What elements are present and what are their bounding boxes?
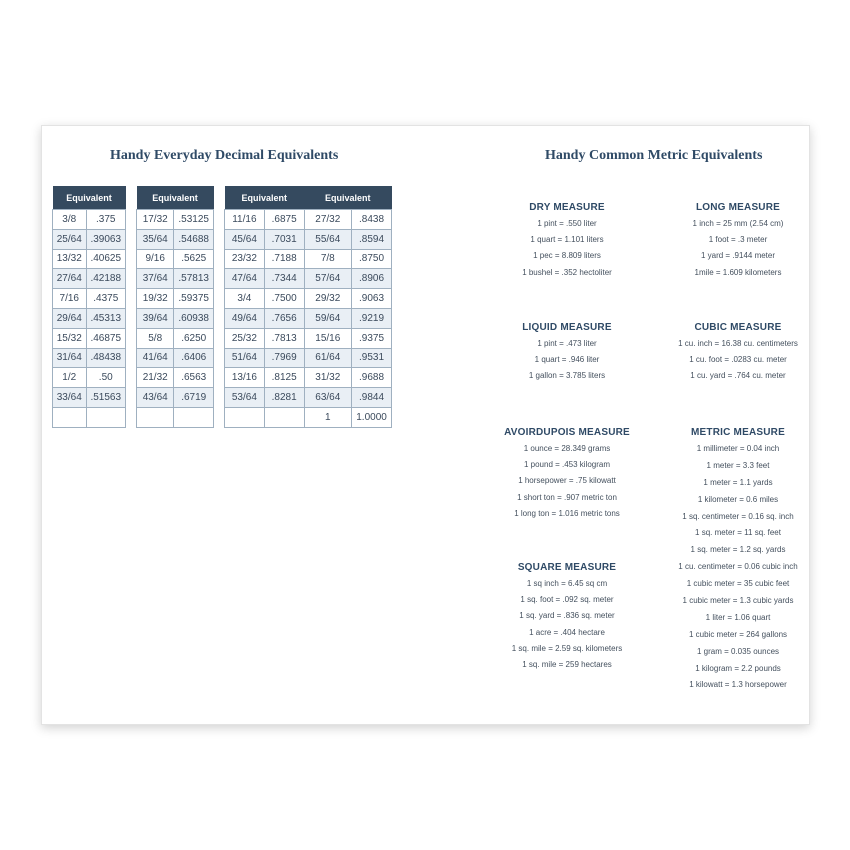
conversion-line: 1 gram = 0.035 ounces	[696, 646, 780, 656]
table-row	[225, 407, 392, 427]
fraction-cell: 7/16	[53, 289, 87, 309]
cubic-measure-section	[648, 319, 828, 385]
conversion-line: 1 ounce = 28.349 grams	[523, 444, 611, 453]
square-measure-section	[477, 559, 657, 673]
table-row	[225, 229, 392, 249]
decimal-cell: .59375	[174, 289, 214, 309]
decimal-cell: .57813	[174, 269, 214, 289]
decimal-cell: .51563	[86, 388, 126, 408]
fraction-cell: 1	[304, 407, 352, 427]
fraction-cell	[53, 407, 87, 427]
section-title: AVOIRDUPOIS MEASURE	[504, 427, 630, 438]
conversion-line: 1 long ton = 1.016 metric tons	[514, 508, 620, 518]
decimal-cell: .40625	[86, 249, 126, 269]
conversion-line: 1 cu. centimeter = 0.06 cubic inch	[678, 562, 798, 572]
decimal-cell: .9531	[352, 348, 392, 368]
conversion-line: 1 inch = 25 mm (2.54 cm)	[692, 219, 784, 228]
conversion-line: 1 cu. foot = .0283 cu. meter	[689, 355, 787, 365]
fraction-cell: 29/64	[53, 308, 87, 328]
decimal-cell: .6875	[264, 210, 304, 230]
avoirdupois-measure-section	[477, 424, 657, 522]
fraction-cell: 9/16	[137, 249, 174, 269]
conversion-line: 1 pint = .550 liter	[537, 219, 597, 228]
table-row	[53, 388, 126, 408]
table-header: Equivalent	[137, 186, 214, 210]
fraction-cell: 25/64	[53, 229, 87, 249]
fraction-cell: 41/64	[137, 348, 174, 368]
table-row	[137, 348, 214, 368]
fraction-cell: 13/32	[53, 249, 87, 269]
decimal-cell: .8594	[352, 229, 392, 249]
table-header: Equivalent	[53, 186, 126, 210]
conversion-line: 1 quart = .946 liter	[534, 355, 600, 365]
decimal-cell: .8906	[352, 269, 392, 289]
fraction-cell: 3/4	[225, 289, 265, 309]
conversion-line: 1 quart = 1.101 liters	[530, 235, 604, 245]
table-row	[225, 348, 392, 368]
decimal-cell: .7813	[264, 328, 304, 348]
table-row	[137, 210, 214, 230]
fraction-cell: 29/32	[304, 289, 352, 309]
table-header: Equivalent	[304, 186, 392, 210]
table-row	[53, 229, 126, 249]
decimal-cell: .7969	[264, 348, 304, 368]
conversion-line: 1 acre = .404 hectare	[529, 627, 605, 637]
fraction-cell: 51/64	[225, 348, 265, 368]
conversion-line: 1 sq inch = 6.45 sq cm	[526, 579, 608, 588]
section-title: SQUARE MEASURE	[517, 562, 617, 573]
conversion-line: 1 liter = 1.06 quart	[705, 612, 771, 622]
conversion-line: 1 millimeter = 0.04 inch	[696, 444, 780, 453]
decimal-cell: .9063	[352, 289, 392, 309]
table-row	[53, 269, 126, 289]
table-header: Equivalent	[225, 186, 305, 210]
liquid-measure-section	[477, 319, 657, 385]
table-row	[137, 328, 214, 348]
table-row	[225, 269, 392, 289]
decimal-cell: .7031	[264, 229, 304, 249]
decimal-cell: .6563	[174, 368, 214, 388]
decimal-cell: .6719	[174, 388, 214, 408]
section-title: CUBIC MEASURE	[694, 322, 782, 333]
decimal-cell: .46875	[86, 328, 126, 348]
conversion-line: 1 kilometer = 0.6 miles	[697, 494, 779, 504]
conversion-line: 1 cu. inch = 16.38 cu. centimeters	[678, 339, 798, 348]
conversion-line: 1 pound = .453 kilogram	[523, 460, 611, 470]
fraction-cell: 55/64	[304, 229, 352, 249]
conversion-line: 1 short ton = .907 metric ton	[517, 492, 617, 502]
section-title: LIQUID MEASURE	[522, 322, 612, 333]
decimal-cell	[264, 407, 304, 427]
fraction-cell	[225, 407, 265, 427]
fraction-cell: 19/32	[137, 289, 174, 309]
fraction-cell: 33/64	[53, 388, 87, 408]
decimal-table-2	[136, 186, 214, 428]
fraction-cell: 27/64	[53, 269, 87, 289]
table-row	[137, 388, 214, 408]
conversion-line: 1 cubic meter = 35 cubic feet	[686, 579, 790, 589]
fraction-cell: 1/2	[53, 368, 87, 388]
table-row	[137, 289, 214, 309]
table-row	[225, 308, 392, 328]
decimal-cell: 1.0000	[352, 407, 392, 427]
conversion-line: 1 foot = .3 meter	[708, 235, 768, 245]
conversion-line: 1 sq. meter = 11 sq. feet	[695, 528, 781, 538]
decimal-cell: .54688	[174, 229, 214, 249]
conversion-line: 1 sq. centimeter = 0.16 sq. inch	[682, 511, 794, 521]
fraction-cell: 35/64	[137, 229, 174, 249]
conversion-line: 1 meter = 1.1 yards	[703, 477, 773, 487]
decimal-cell: .6250	[174, 328, 214, 348]
decimal-table-1	[52, 186, 126, 428]
fraction-cell: 27/32	[304, 210, 352, 230]
metric-measure-section	[648, 424, 828, 694]
table-row	[225, 289, 392, 309]
table-row	[53, 348, 126, 368]
table-row	[137, 407, 214, 427]
conversion-line: 1 horsepower = .75 kilowatt	[518, 476, 616, 486]
fraction-cell: 57/64	[304, 269, 352, 289]
table-row	[225, 328, 392, 348]
decimal-cell: .6406	[174, 348, 214, 368]
conversion-line: 1 meter = 3.3 feet	[706, 460, 770, 470]
decimal-cell: .8438	[352, 210, 392, 230]
fraction-cell: 11/16	[225, 210, 265, 230]
decimal-cell: .9688	[352, 368, 392, 388]
decimal-cell: .42188	[86, 269, 126, 289]
fraction-cell: 61/64	[304, 348, 352, 368]
conversion-line: 1 bushel = .352 hectoliter	[522, 267, 612, 277]
table-row	[53, 328, 126, 348]
conversion-line: 1 cubic meter = 264 gallons	[688, 629, 788, 639]
decimal-cell: .4375	[86, 289, 126, 309]
fraction-cell: 43/64	[137, 388, 174, 408]
fraction-cell: 53/64	[225, 388, 265, 408]
decimal-cell: .7188	[264, 249, 304, 269]
conversion-line: 1 sq. yard = .836 sq. meter	[519, 611, 615, 621]
section-title: LONG MEASURE	[695, 202, 781, 213]
dry-measure-section	[477, 199, 657, 281]
fraction-cell: 39/64	[137, 308, 174, 328]
fraction-cell	[137, 407, 174, 427]
fraction-cell: 23/32	[225, 249, 265, 269]
fraction-cell: 25/32	[225, 328, 265, 348]
decimal-cell	[174, 407, 214, 427]
fraction-cell: 47/64	[225, 269, 265, 289]
fraction-cell: 63/64	[304, 388, 352, 408]
table-row	[225, 249, 392, 269]
conversion-line: 1 sq. meter = 1.2 sq. yards	[690, 545, 786, 555]
conversion-line: 1 sq. foot = .092 sq. meter	[520, 595, 614, 605]
decimal-table-3	[224, 186, 392, 428]
fraction-cell: 7/8	[304, 249, 352, 269]
table-row	[225, 388, 392, 408]
table-row	[225, 368, 392, 388]
decimal-cell	[86, 407, 126, 427]
conversion-line: 1 cu. yard = .764 cu. meter	[690, 371, 786, 381]
conversion-line: 1mile = 1.609 kilometers	[694, 267, 782, 277]
fraction-cell: 5/8	[137, 328, 174, 348]
decimal-cell: .50	[86, 368, 126, 388]
fraction-cell: 13/16	[225, 368, 265, 388]
decimal-cell: .9219	[352, 308, 392, 328]
fraction-cell: 21/32	[137, 368, 174, 388]
conversion-line: 1 kilogram = 2.2 pounds	[695, 663, 781, 673]
decimal-cell: .53125	[174, 210, 214, 230]
table-row	[53, 308, 126, 328]
chart-sheet	[41, 125, 810, 725]
decimal-cell: .5625	[174, 249, 214, 269]
table-row	[53, 289, 126, 309]
decimal-cell: .9375	[352, 328, 392, 348]
conversion-line: 1 gallon = 3.785 liters	[528, 371, 606, 381]
decimal-cell: .7500	[264, 289, 304, 309]
fraction-cell: 15/32	[53, 328, 87, 348]
table-row	[137, 308, 214, 328]
conversion-line: 1 cubic meter = 1.3 cubic yards	[682, 596, 794, 606]
table-row	[53, 210, 126, 230]
decimal-title: Handy Everyday Decimal Equivalents	[110, 148, 339, 163]
conversion-line: 1 pint = .473 liter	[537, 339, 597, 348]
table-row	[137, 368, 214, 388]
conversion-line: 1 sq. mile = 259 hectares	[522, 659, 612, 669]
fraction-cell: 59/64	[304, 308, 352, 328]
decimal-cell: .8750	[352, 249, 392, 269]
table-row	[225, 210, 392, 230]
conversion-line: 1 sq. mile = 2.59 sq. kilometers	[511, 643, 623, 653]
conversion-line: 1 pec = 8.809 liters	[533, 251, 601, 261]
conversion-line: 1 kilowatt = 1.3 horsepower	[689, 680, 787, 690]
fraction-cell: 37/64	[137, 269, 174, 289]
table-row	[53, 249, 126, 269]
decimal-cell: .48438	[86, 348, 126, 368]
fraction-cell: 15/16	[304, 328, 352, 348]
table-row	[53, 407, 126, 427]
fraction-cell: 49/64	[225, 308, 265, 328]
decimal-cell: .8281	[264, 388, 304, 408]
fraction-cell: 17/32	[137, 210, 174, 230]
table-row	[53, 368, 126, 388]
decimal-cell: .7656	[264, 308, 304, 328]
fraction-cell: 31/64	[53, 348, 87, 368]
decimal-cell: .8125	[264, 368, 304, 388]
fraction-cell: 45/64	[225, 229, 265, 249]
decimal-cell: .7344	[264, 269, 304, 289]
metric-title: Handy Common Metric Equivalents	[545, 148, 763, 163]
section-title: DRY MEASURE	[529, 202, 605, 213]
fraction-cell: 31/32	[304, 368, 352, 388]
decimal-cell: .45313	[86, 308, 126, 328]
table-row	[137, 249, 214, 269]
decimal-cell: .39063	[86, 229, 126, 249]
decimal-cell: .9844	[352, 388, 392, 408]
conversion-line: 1 yard = .9144 meter	[700, 251, 776, 261]
table-row	[137, 269, 214, 289]
decimal-cell: .375	[86, 210, 126, 230]
fraction-cell: 3/8	[53, 210, 87, 230]
long-measure-section	[648, 199, 828, 281]
decimal-cell: .60938	[174, 308, 214, 328]
table-row	[137, 229, 214, 249]
section-title: METRIC MEASURE	[691, 427, 785, 438]
